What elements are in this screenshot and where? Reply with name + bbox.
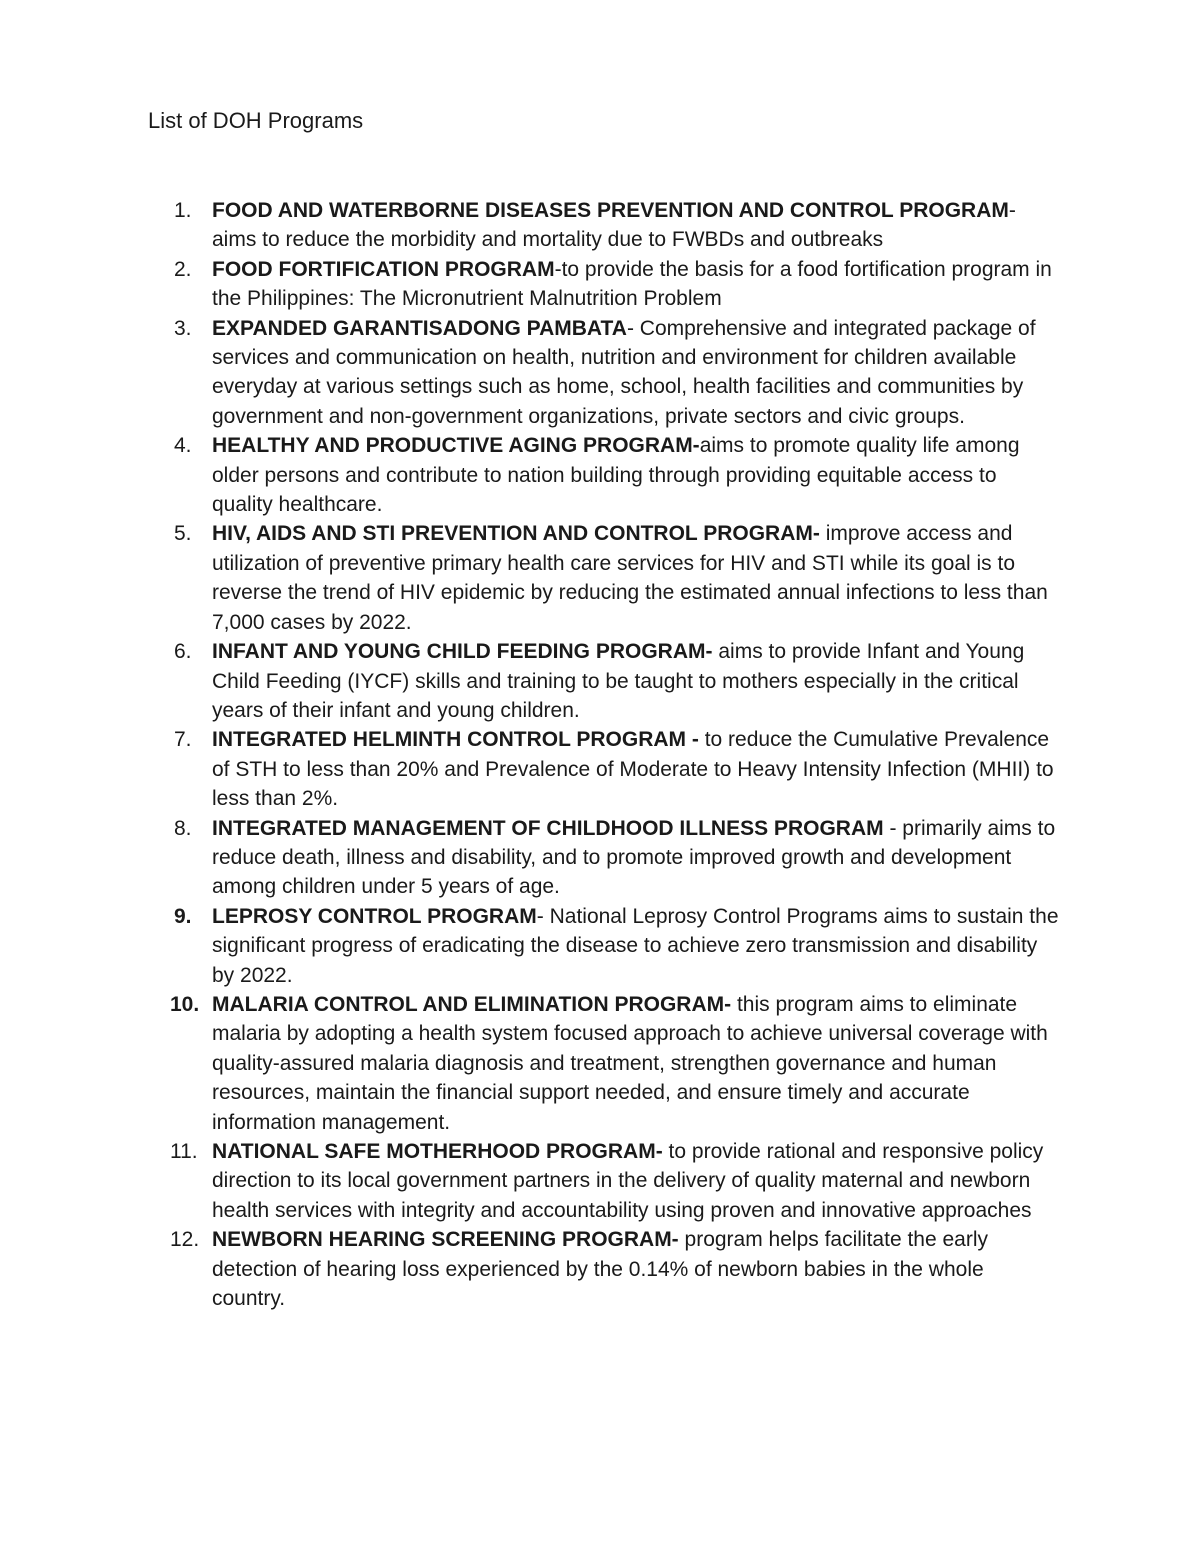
list-item	[0, 196, 1200, 255]
program-name: FOOD AND WATERBORNE DISEASES PREVENTION AND CONTROL PROGRAM	[212, 199, 1009, 222]
list-item	[0, 431, 1200, 519]
list-item-number: 2.	[174, 257, 192, 281]
program-name: NEWBORN HEARING SCREENING PROGRAM-	[212, 1228, 679, 1252]
list-item-number: 4.	[174, 434, 192, 458]
program-name: HIV, AIDS AND STI PREVENTION AND CONTROL PROGRAM-	[212, 522, 820, 546]
program-name: INTEGRATED MANAGEMENT OF CHILDHOOD ILLNESS PROGRAM	[212, 816, 884, 840]
program-name: INFANT AND YOUNG CHILD FEEDING PROGRAM-	[212, 640, 713, 664]
list-item	[0, 990, 1200, 1137]
program-description: improve access and utilization of preventive primary health care services for HIV and STI while its goal is to reverse the trend of HIV epidemic by reducing the estimated annual infections to less than 7,000 cases by 2022.	[212, 522, 1048, 634]
program-name: FOOD FORTIFICATION PROGRAM	[212, 257, 555, 281]
program-description: - aims to reduce the morbidity and mortality due to FWBDs and outbreaks	[212, 199, 1016, 252]
list-item-number: 6.	[174, 640, 192, 664]
program-description: to provide rational and responsive policy direction to its local government partners in the delivery of quality maternal and newborn health services with integrity and accountability using proven and innovative approaches	[212, 1140, 1044, 1222]
list-item-number: 3.	[174, 316, 192, 340]
program-description: - Comprehensive and integrated package of services and communication on health, nutrition and environment for children available everyday at various settings such as home, school, health facilities and communities by government and non-government organizations, private sectors and civic groups.	[212, 316, 1036, 428]
program-description: - National Leprosy Control Programs aims to sustain the significant progress of eradicating the disease to achieve zero transmission and disability by 2022.	[212, 904, 1059, 987]
program-name: MALARIA CONTROL AND ELIMINATION PROGRAM-	[212, 992, 732, 1016]
list-item-number: 9.	[174, 904, 192, 928]
program-name: EXPANDED GARANTISADONG PAMBATA	[212, 316, 627, 340]
list-item-number: 12.	[170, 1228, 200, 1252]
list-item	[0, 1137, 1200, 1225]
program-name: HEALTHY AND PRODUCTIVE AGING PROGRAM-	[212, 434, 700, 458]
page-title: List of DOH Programs	[148, 108, 364, 133]
list-item	[0, 1225, 1200, 1313]
program-name: INTEGRATED HELMINTH CONTROL PROGRAM -	[212, 728, 699, 752]
list-item	[0, 902, 1200, 990]
program-description: - primarily aims to reduce death, illness and disability, and to promote improved growth and development among children under 5 years of age.	[212, 816, 1056, 899]
program-description: program helps facilitate the early detection of hearing loss experienced by the 0.14% of newborn babies in the whole country.	[212, 1228, 989, 1311]
program-description: to reduce the Cumulative Prevalence of STH to less than 20% and Prevalence of Moderate to Heavy Intensity Infection (MHII) to less than 2%.	[212, 728, 1054, 811]
list-item-number: 1.	[174, 199, 192, 222]
list-item	[0, 637, 1200, 725]
list-item	[0, 814, 1200, 902]
list-item-number: 5.	[174, 522, 192, 546]
program-description: this program aims to eliminate malaria by adopting a health system focused approach to achieve universal coverage with quality-assured malaria diagnosis and treatment, strengthen governance and human resources, maintain the financial support needed, and ensure timely and accurate information management.	[212, 992, 1048, 1134]
program-description: aims to provide Infant and Young Child Feeding (IYCF) skills and training to be taught to mothers especially in the critical years of their infant and young children.	[212, 640, 1025, 722]
list-item-number: 7.	[174, 728, 192, 752]
program-name: NATIONAL SAFE MOTHERHOOD PROGRAM-	[212, 1140, 663, 1163]
program-description: -to provide the basis for a food fortification program in the Philippines: The Micronutrient Malnutrition Problem	[212, 257, 1052, 311]
list-item-number: 10.	[170, 992, 200, 1016]
list-item	[0, 725, 1200, 813]
program-description: aims to promote quality life among older persons and contribute to nation building through providing equitable access to quality healthcare.	[212, 434, 1020, 517]
program-name: LEPROSY CONTROL PROGRAM	[212, 904, 537, 928]
list-item-number: 11.	[170, 1140, 198, 1163]
list-item	[0, 519, 1200, 637]
program-list	[0, 196, 1200, 1313]
list-item	[0, 314, 1200, 432]
list-item-number: 8.	[174, 816, 192, 840]
list-item	[0, 255, 1200, 314]
